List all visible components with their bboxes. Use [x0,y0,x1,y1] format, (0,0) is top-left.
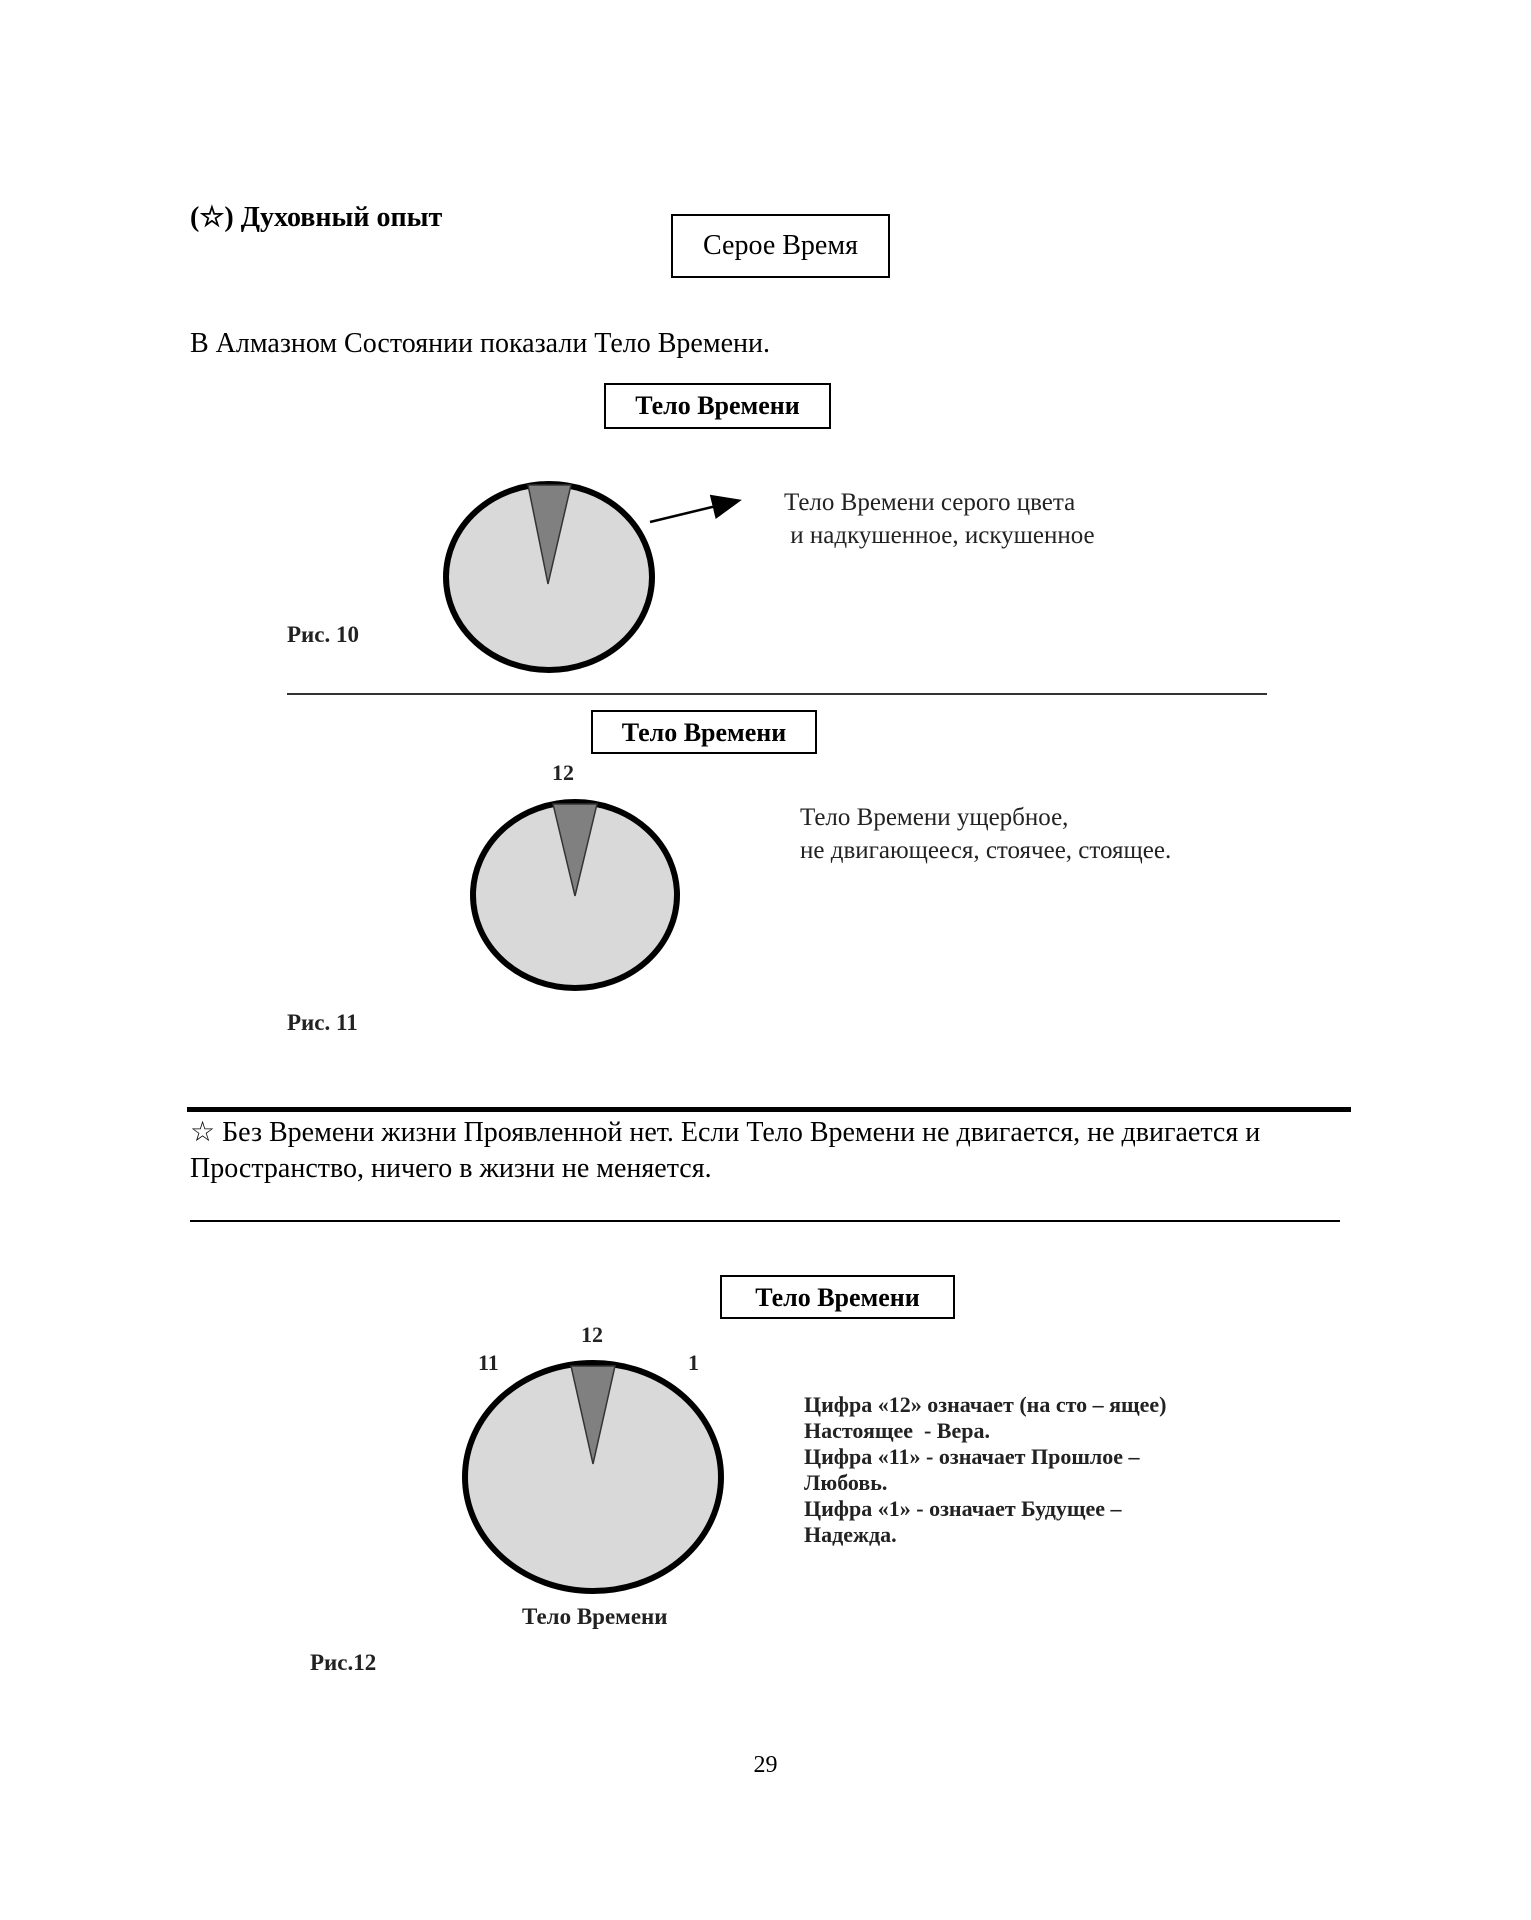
note-paragraph: ☆ Без Времени жизни Проявленной нет. Если Тело Времени не двигается, не двигается и Пространство, ничего в жизни не меняется. [190,1117,1261,1184]
figure12-description-line: Цифра «12» означает (на сто – ящее) [804,1392,1167,1417]
intro-text: В Алмазном Состоянии показали Тело Времени. [190,328,770,359]
figure11-title: Тело Времени [591,710,817,754]
section-heading: (☆) Духовный опыт [190,202,443,233]
figure12-description-line: Настоящее - Вера. [804,1418,990,1443]
figure12-description-line: Цифра «11» - означает Прошлое – [804,1444,1140,1469]
divider [287,693,1267,695]
divider [190,1220,1340,1222]
figure11-description-line: Тело Времени ущербное, [800,804,1069,831]
figure11-description-line: не двигающееся, стоячее, стоящее. [800,837,1172,864]
figure12-caption: Рис.12 [310,1650,377,1675]
figure12-title: Тело Времени [720,1275,955,1319]
gray-time-box: Серое Время [671,214,890,278]
figure12-description [804,1392,1166,1548]
time-body-disc-fig12 [465,1363,721,1591]
figure10-title: Тело Времени [604,383,831,429]
page-number: 29 [753,1752,778,1778]
figure10-description-line: и надкушенное, искушенное [784,522,1095,549]
figure12-number-12: 12 [581,1322,603,1347]
figure12-description-line: Любовь. [804,1470,888,1495]
figure11-description [800,801,1171,867]
figure11-number-12: 12 [552,760,574,785]
thick-divider [187,1107,1351,1112]
figure12-number-11: 11 [478,1350,499,1375]
figure12-description-line: Надежда. [804,1522,897,1547]
figure12-description-line: Цифра «1» - означает Будущее – [804,1496,1122,1521]
figure10-description-line: Тело Времени серого цвета [784,489,1076,516]
time-body-disc-fig11 [473,802,677,988]
pointer-arrow [650,501,737,522]
figure12-number-1: 1 [688,1350,699,1375]
figure12-under-label: Тело Времени [522,1604,668,1629]
time-body-disc-fig10 [446,484,652,670]
figure11-caption: Рис. 11 [287,1010,358,1035]
figure10-description [784,486,1095,552]
figure10-caption: Рис. 10 [287,622,360,647]
